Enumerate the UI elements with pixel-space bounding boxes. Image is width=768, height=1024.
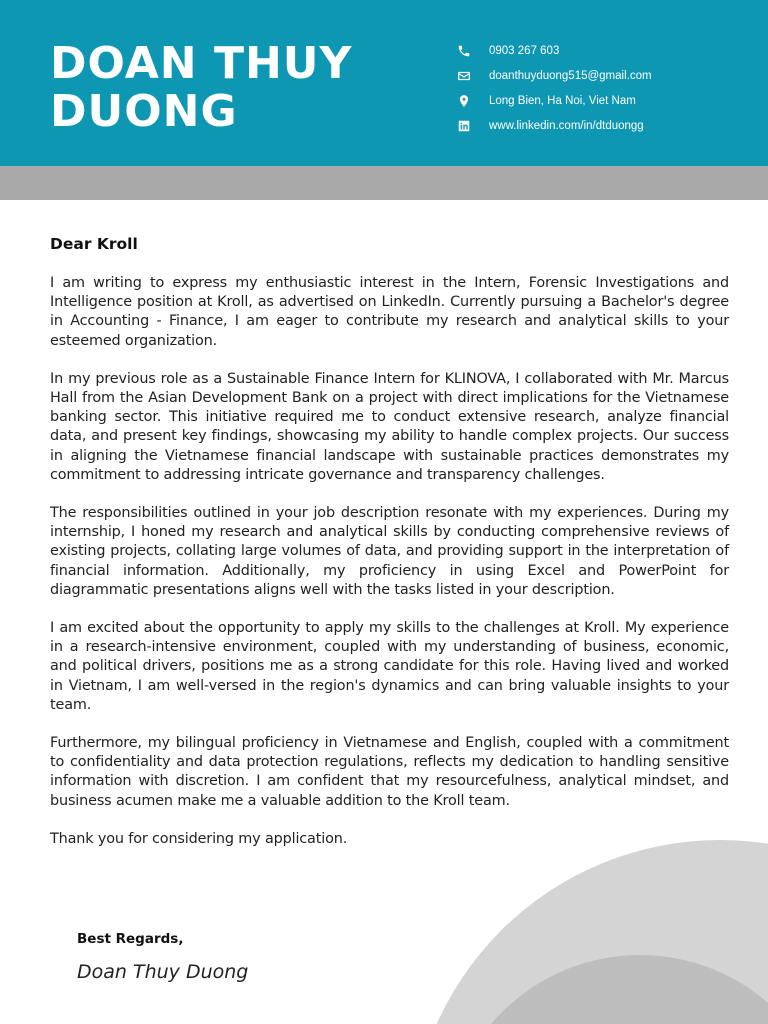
contact-email[interactable]: [456, 63, 652, 88]
contact-linkedin[interactable]: [456, 113, 652, 138]
paragraph-previous-role: In my previous role as a Sustainable Finance Intern for KLINOVA, I collaborated with Mr. Marcus Hall from the Asian Development Bank on a project with direct implications for the Vietnamese banking sector. This initiative required me to conduct extensive research, analyze financial data, and present key findings, showcasing my ability to handle complex projects. Our success in aligning the Vietnamese financial landscape with sustainable practices demonstrates my commitment to addressing intricate governance and transparency challenges.: [50, 370, 729, 483]
paragraph-opportunity: I am excited about the opportunity to apply my skills to the challenges at Kroll. My experience in a research-intensive environment, coupled with my understanding of business, economic, and political drivers, positions me as a strong candidate for this role. Having lived and worked in Vietnam, I am well-versed in the region's dynamics and can bring valuable insights to your team.: [50, 620, 729, 713]
paragraph-bilingual: Furthermore, my bilingual proficiency in Vietnamese and English, coupled with a commitment to confidentiality and data protection regulations, reflects my dedication to handling sensitive information with discretion. I am confident that my resourcefulness, analytical mindset, and business acumen make me a valuable addition to the Kroll team.: [50, 735, 729, 809]
contact-email-text[interactable]: doanthuyduong515@gmail.com: [489, 69, 652, 82]
name-line-1: DOAN THUY: [50, 38, 353, 89]
contact-phone-text: 0903 267 603: [489, 44, 560, 57]
paragraph-responsibilities: The responsibilities outlined in your job description resonate with my experiences. During my internship, I honed my research and analytical skills by conducting comprehensive reviews of existing projects, collating large volumes of data, and providing support in the interpretation of financial information. Additionally, my proficiency in using Excel and PowerPoint for diagrammatic presentations aligns well with the tasks listed in your description.: [50, 505, 729, 598]
phone-icon: [456, 43, 472, 59]
email-icon: [456, 68, 472, 84]
paragraph-intro: I am writing to express my enthusiastic interest in the Intern, Forensic Investigations and Intelligence position at Kroll, as advertised on LinkedIn. Currently pursuing a Bachelor's degree in Accounting - Finance, I am eager to contribute my research and analytical skills to your esteemed organization.: [50, 275, 729, 349]
contact-list: [456, 38, 652, 138]
header-divider-band: [0, 166, 768, 200]
contact-location-text: Long Bien, Ha Noi, Viet Nam: [489, 94, 636, 107]
applicant-name: [50, 40, 352, 136]
signature: Doan Thuy Duong: [77, 961, 249, 983]
salutation: Dear Kroll: [50, 235, 138, 253]
letter-body: [50, 233, 729, 868]
contact-phone: [456, 38, 652, 63]
paragraph-thanks: Thank you for considering my application.: [50, 830, 348, 847]
decorative-circle-overlap: [445, 955, 768, 1024]
location-pin-icon: [456, 93, 472, 109]
linkedin-icon: [456, 118, 472, 134]
name-line-2: DUONG: [50, 86, 238, 137]
closing: Best Regards,: [77, 931, 184, 947]
contact-linkedin-text[interactable]: www.linkedin.com/in/dtduongg: [489, 119, 644, 132]
contact-location: [456, 88, 652, 113]
